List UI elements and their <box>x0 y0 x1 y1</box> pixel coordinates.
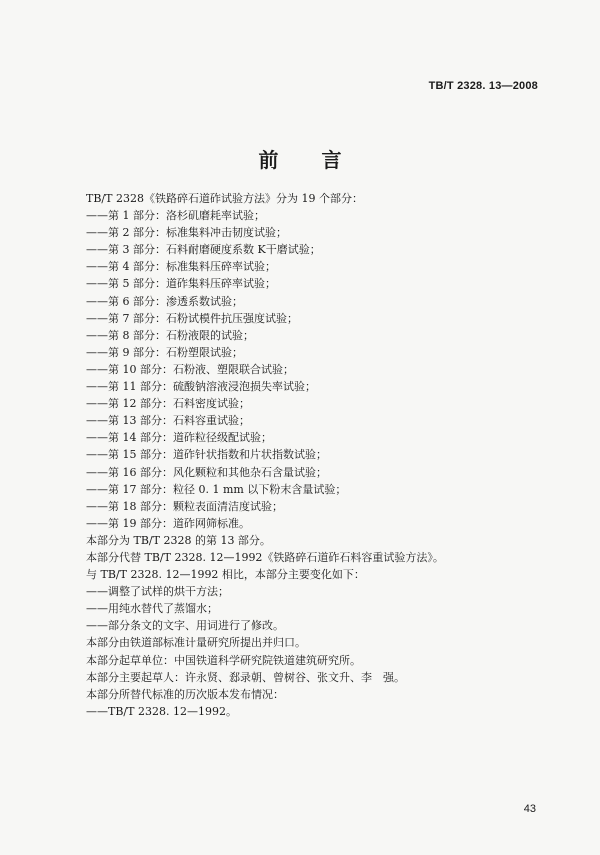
page-number: 43 <box>523 803 536 815</box>
list-item: ——第 19 部分：道砟网筛标准。 <box>86 516 250 530</box>
list-item: ——第 17 部分：粒径 0. 1 mm 以下粉末含量试验； <box>86 482 347 496</box>
note-line: 本部分为 TB/T 2328 的第 13 部分。 <box>86 533 271 547</box>
list-item: ——第 3 部分：石料耐磨硬度系数 K干磨试验； <box>86 243 321 257</box>
note-line: 本部分代替 TB/T 2328. 12—1992《铁路碎石道砟石料容重试验方法》。 <box>86 550 444 564</box>
list-item: ——第 7 部分：石粉试模件抗压强度试验； <box>86 311 298 325</box>
note-line: 本部分主要起草人：许永贤、郄录朝、曾树谷、张文升、李 强。 <box>86 670 405 684</box>
foreword-body <box>86 190 546 720</box>
list-item: ——第 12 部分：石料密度试验； <box>86 397 250 411</box>
note-line: ——TB/T 2328. 12—1992。 <box>86 704 237 718</box>
list-item: ——第 18 部分：颗粒表面清洁度试验； <box>86 499 283 513</box>
intro-line: TB/T 2328《铁路碎石道砟试验方法》分为 19 个部分： <box>86 192 363 205</box>
note-line: 与 TB/T 2328. 12—1992 相比，本部分主要变化如下： <box>86 568 365 582</box>
note-line: ——调整了试样的烘干方法； <box>86 585 229 599</box>
list-item: ——第 15 部分：道砟针状指数和片状指数试验； <box>86 448 327 462</box>
note-line: ——部分条文的文字、用词进行了修改。 <box>86 619 284 633</box>
list-item: ——第 6 部分：渗透系数试验； <box>86 294 243 308</box>
notes-block <box>86 532 546 720</box>
list-item: ——第 10 部分：石粉液、塑限联合试验； <box>86 362 294 376</box>
list-item: ——第 5 部分：道砟集料压碎率试验； <box>86 277 276 291</box>
list-item: ——第 8 部分：石粉液限的试验； <box>86 328 254 342</box>
list-item: ——第 1 部分：洛杉矶磨耗率试验； <box>86 209 265 223</box>
list-item: ——第 14 部分：道砟粒径级配试验； <box>86 431 272 445</box>
note-line: ——用纯水替代了蒸馏水； <box>86 602 218 616</box>
list-item: ——第 4 部分：标准集料压碎率试验； <box>86 260 276 274</box>
list-item: ——第 2 部分：标准集料冲击韧度试验； <box>86 226 287 240</box>
standard-code: TB/T 2328. 13—2008 <box>428 80 538 92</box>
note-line: 本部分所替代标准的历次版本发布情况： <box>86 687 284 701</box>
page-title: 前 言 <box>258 148 360 172</box>
list-item: ——第 16 部分：风化颗粒和其他杂石含量试验； <box>86 465 327 479</box>
parts-list <box>86 207 546 532</box>
list-item: ——第 9 部分：石粉塑限试验； <box>86 345 243 359</box>
list-item: ——第 11 部分：硫酸钠溶液浸泡损失率试验； <box>86 380 316 394</box>
note-line: 本部分由铁道部标准计量研究所提出并归口。 <box>86 636 306 650</box>
list-item: ——第 13 部分：石料容重试验； <box>86 414 250 428</box>
note-line: 本部分起草单位：中国铁道科学研究院铁道建筑研究所。 <box>86 653 361 667</box>
